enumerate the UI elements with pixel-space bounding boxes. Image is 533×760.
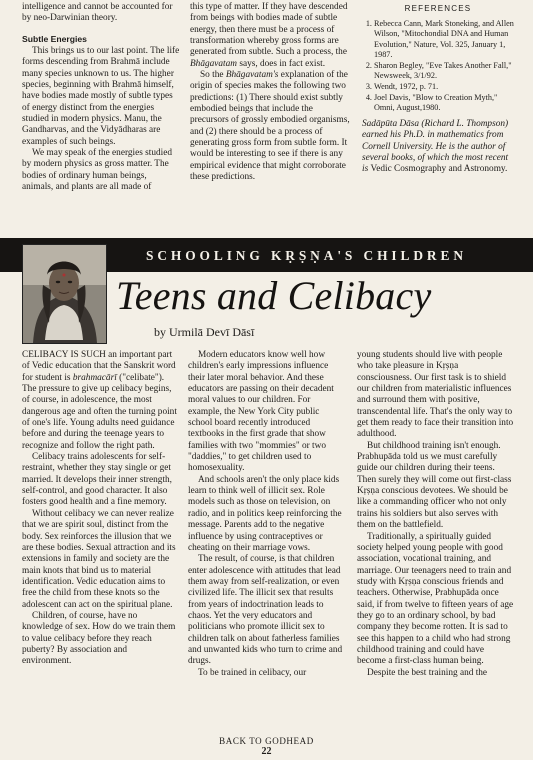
paragraph: Without celibacy we can never realize that we are spirit soul, distinct from the body. Sex reinforces the illusion that we are these bodies. Sexual attraction and its extensions in family and society are the main knots that bind us to material identification. Vedic education aims to free the child from these knots so the adolescent can act on the spiritual plane.	[22, 508, 176, 610]
paragraph: But childhood training isn't enough. Prabhupāda told us we must carefully guide our children during their teens. Then surely they will come out first-class Kṛṣṇa conscious devotees. We should be like a commanding officer who not only trains his soldiers but also serves with them on the battlefield.	[357, 440, 512, 531]
paragraph: So the Bhāgavatam's explanation of the origin of species makes the following two predictions: (1) There should exist subtly embodied beings that include the precursors of grossly embodied organisms, and (2) there should be a process of generating gross form from subtle form. It would be interesting to see if there is any empirical evidence that might corroborate these predictions.	[190, 70, 350, 183]
article-column-1	[22, 350, 177, 668]
paragraph: Modern educators know well how children's early impressions influence their later moral behavior. And these educators are passing on their decadent moral values to our children. For example, the New York City public school board recently introduced textbooks in the first grade that show families with two "mommies" or two "daddies," to get children used to homosexuality.	[188, 350, 334, 474]
reference-item: 1. Rebecca Cann, Mark Stoneking, and Allen Wilson, "Mitochondial DNA and Human Evolution," Nature, Vol. 325, January 1, 1987.	[374, 19, 514, 59]
article-byline: by Urmilā Devī Dāsī	[154, 325, 255, 339]
paragraph: this type of matter. If they have descended from beings with bodies made of subtle energy, then there must be a process of transformation whereby gross forms are generated from subtle. Such a process, the Bhāgavatam says, does in fact exist.	[190, 2, 348, 69]
intro-text: intelligence and cannot be accounted for by neo-Darwinian theory.	[22, 2, 173, 24]
paragraph: Traditionally, a spiritually guided society helped young people with good association, vocational training, and marriage. Our teenagers need to train and study with Kṛṣṇa conscious friends and teachers. Otherwise, Prabhupāda once said, if from twelve to fifteen years of age they go to an ordinary school, by bad company they become rotten. It is sad to see this happen to a child who had strong childhood training and could have become a first-class human being.	[357, 531, 514, 667]
author-bio: Sadāpūta Dāsa (Richard L. Thompson) earned his Ph.D. in mathematics from Cornell University. He is the author of several books, of which the most recent is Vedic Cosmography and Astronomy.	[362, 119, 509, 175]
paragraph: Children, of course, have no knowledge of sex. How do we train them to value celibacy before they reach puberty? By association and environment.	[22, 610, 176, 667]
page-number: 22	[261, 746, 272, 757]
top-column-1	[22, 2, 180, 194]
reference-item: 3. Wendt, 1972, p. 71.	[374, 82, 514, 92]
top-column-2	[190, 2, 350, 184]
paragraph: To be trained in celibacy, our	[198, 667, 307, 678]
column-banner-title: SCHOOLING KṚṢṆA'S CHILDREN	[146, 248, 467, 263]
article-title: Teens and Celibacy	[116, 273, 432, 318]
paragraph: CELIBACY IS SUCH an important part of Vedic education that the Sanskrit word for student is brahmacārī ("celibate"). The pressure to give up celibacy begins, of course, in adolescence, the most dangerous age and often the turning point of one's life. Young adults need guidance before and during the teenage years to recognize and follow the right path.	[22, 350, 177, 451]
section-heading: Subtle Energies	[22, 33, 87, 44]
reference-item: 4. Joel Davis, "Blow to Creation Myth," Omni, August,1980.	[374, 93, 514, 113]
paragraph: Celibacy trains adolescents for self-restraint, whether they stay single or get married. It develops their inner strength, self-control, and good character. It also fosters good health and a fine memory.	[22, 452, 172, 508]
paragraph: young students should live with people who take pleasure in Kṛṣṇa consciousness. Our first task is to shield our children from materialistic influences and surround them with positive, transcendental life. That's the only way to get them ready to face their transition into adulthood.	[357, 350, 514, 440]
author-portrait-image	[23, 245, 106, 343]
article-column-3	[357, 350, 514, 679]
paragraph: The result, of course, is that children enter adolescence with attitudes that lead them away from self-realization, or even civilized life. The illicit sex that results from years of indoctrination leads to chaos. Yet the very educators and politicians who promote illicit sex to children talk on about fatherless families and unwanted kids who turn to crime and drugs.	[188, 554, 343, 667]
references-heading: REFERENCES	[404, 4, 472, 13]
references-list	[362, 19, 514, 113]
references-column	[362, 3, 514, 176]
reference-item: 2. Sharon Begley, "Eve Takes Another Fall," Newsweek, 3/1/92.	[374, 61, 514, 81]
paragraph: We may speak of the energies studied by modern physics as gross matter. The bodies of ordinary human beings, animals, and plants are all made of	[22, 148, 173, 193]
paragraph: Despite the best training and the	[367, 667, 488, 678]
paragraph: This brings us to our last point. The life forms descending from Brahmā include many species unknown to us. The higher species, beginning with Brahmā himself, have bodies made mostly of subtle types of energy distinct from the energies studied in modern physics. Manu, the Gandharvas, and the Vidyādharas are examples of such beings.	[22, 46, 180, 147]
paragraph: And schools aren't the only place kids learn to think well of illicit sex. Role models such as those on television, on radio, and in politics keep reinforcing the message. Parents add to the negative influence by using contraceptives or cheating on their marriage vows.	[188, 474, 342, 553]
article-column-2	[188, 350, 346, 679]
footer-magazine: BACK TO GODHEAD	[219, 736, 314, 746]
author-photo	[22, 244, 107, 344]
